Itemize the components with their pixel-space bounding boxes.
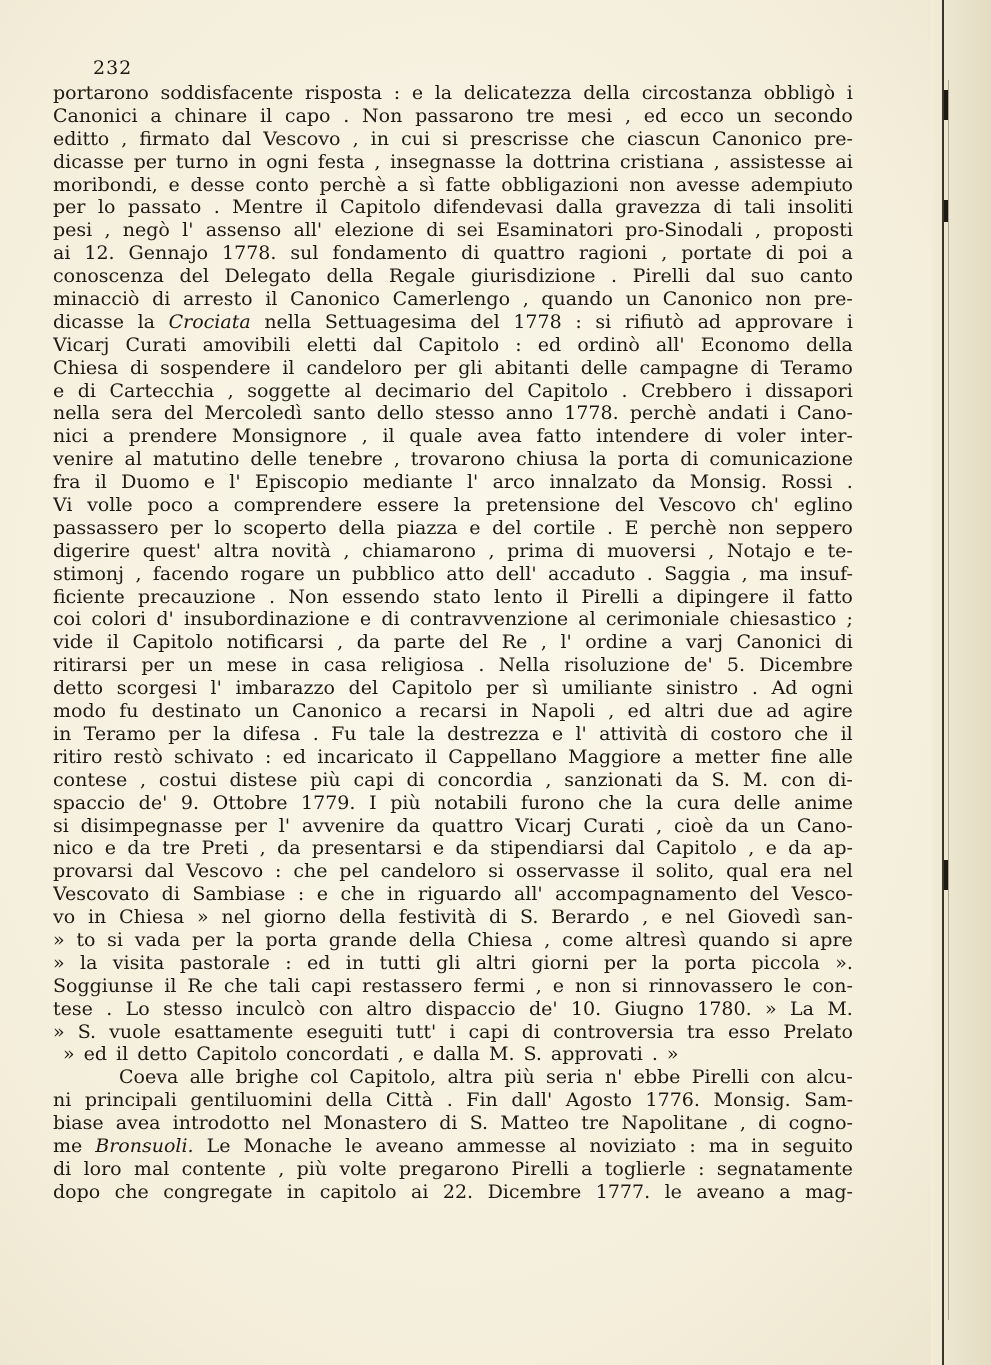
text-line: » la visita pastorale : ed in tutti gli altri giorni per la porta piccola ». [53, 951, 853, 974]
text-line: ficiente precauzione . Non essendo stato lento il Pirelli a dipingere il fatto [53, 585, 853, 608]
text-line: me Bronsuoli. Le Monache le aveano ammesse al noviziato : ma in seguito [53, 1134, 853, 1157]
text-line: coi colori d' insubordinazione e di contravvenzione al cerimoniale chiesastico ; [53, 608, 853, 631]
text-line: e di Cartecchia , soggette al decimario del Capitolo . Crebbero i dissapori [53, 379, 853, 402]
text-line: ritirarsi per un mese in casa religiosa . Nella risoluzione de' 5. Dicembre [53, 654, 853, 677]
binding-mark [944, 200, 948, 222]
text-line: portarono soddisfacente risposta : e la delicatezza della circostanza obbligò i [53, 82, 853, 104]
text-line: per lo passato . Mentre il Capitolo difendevasi dalla gravezza di tali insoliti [53, 196, 853, 219]
text-line: di loro mal contente , più volte pregarono Pirelli a toglierle : segnatamente [53, 1157, 853, 1180]
text-line: editto , firmato dal Vescovo , in cui si prescrisse che ciascun Canonico pre- [53, 127, 853, 150]
text-line: Canonici a chinare il capo . Non passarono tre mesi , ed ecco un secondo [53, 104, 853, 127]
text-line: » to si vada per la porta grande della Chiesa , come altresì quando si apre [53, 928, 853, 951]
text-line: nici a prendere Monsignore , il quale avea fatto intendere di voler inter- [53, 425, 853, 448]
body-text [53, 82, 853, 1204]
text-line: minacciò di arresto il Canonico Camerlengo , quando un Canonico non pre- [53, 288, 853, 311]
text-line: biase avea introdotto nel Monastero di S. Matteo tre Napolitane , di cogno- [53, 1112, 853, 1135]
text-line: Coeva alle brighe col Capitolo, altra più seria n' ebbe Pirelli con alcu- [119, 1066, 853, 1089]
binding-mark [944, 860, 948, 890]
text-line: nico e da tre Preti , da presentarsi e da stipendiarsi dal Capitolo , e da ap- [53, 837, 853, 860]
text-line: provarsi dal Vescovo : che pel candeloro si osservasse il solito, qual era nel [53, 860, 853, 883]
binding-edge-shadow [948, 80, 949, 1320]
text-line: vo in Chiesa » nel giorno della festività di S. Berardo , e nel Giovedì san- [53, 906, 853, 929]
text-line: moribondi, e desse conto perchè a sì fatte obbligazioni non avesse adempiuto [53, 173, 853, 196]
text-line: dopo che congregate in capitolo ai 22. Dicembre 1777. le aveano a mag- [53, 1180, 853, 1203]
binding-mark [944, 90, 948, 120]
text-line: vide il Capitolo notificarsi , da parte del Re , l' ordine a varj Canonici di [53, 631, 853, 654]
text-line: » ed il detto Capitolo concordati , e dalla M. S. approvati . » [63, 1043, 679, 1066]
text-line: si disimpegnasse per l' avvenire da quattro Vicarj Curati , cioè da un Cano- [53, 814, 853, 837]
binding-gutter [931, 0, 991, 1365]
text-line: dicasse la Crociata nella Settuagesima del 1778 : si rifiutò ad approvare i [53, 310, 853, 333]
page-number: 232 [93, 57, 133, 79]
text-line: » S. vuole esattamente eseguiti tutt' i capi di controversia tra esso Prelato [53, 1020, 853, 1043]
text-line: Vicarj Curati amovibili eletti dal Capitolo : ed ordinò all' Economo della [53, 333, 853, 356]
text-line: in Teramo per la difesa . Fu tale la destrezza e l' attività di costoro che il [53, 722, 853, 745]
text-line: spaccio de' 9. Ottobre 1779. I più notabili furono che la cura delle anime [53, 791, 853, 814]
text-line: modo fu destinato un Canonico a recarsi in Napoli , ed altri due ad agire [53, 700, 853, 723]
text-line: contese , costui distese più capi di concordia , sanzionati da S. M. con di- [53, 768, 853, 791]
text-line: passassero per lo scoperto della piazza e del cortile . E perchè non seppero [53, 516, 853, 539]
text-line: fra il Duomo e l' Episcopio mediante l' arco innalzato da Monsig. Rossi . [53, 471, 853, 494]
text-line: ai 12. Gennajo 1778. sul fondamento di quattro ragioni , portate di poi a [53, 242, 853, 265]
text-line: detto scorgesi l' imbarazzo del Capitolo per sì umiliante sinistro . Ad ogni [53, 677, 853, 700]
text-line: ritiro restò schivato : ed incaricato il Cappellano Maggiore a metter fine alle [53, 745, 853, 768]
text-line: nella sera del Mercoledì santo dello stesso anno 1778. perchè andati i Cano- [53, 402, 853, 425]
text-line: digerire quest' altra novità , chiamarono , prima di muoversi , Notajo e te- [53, 539, 853, 562]
text-line: Vescovato di Sambiase : e che in riguardo all' accompagnamento del Vesco- [53, 883, 853, 906]
text-line: Vi volle poco a comprendere essere la pretensione del Vescovo ch' eglino [53, 494, 853, 517]
text-line: dicasse per turno in ogni festa , insegnasse la dottrina cristiana , assistesse ai [53, 150, 853, 173]
text-line: venire al matutino delle tenebre , trovarono chiusa la porta di comunicazione [53, 448, 853, 471]
text-line: tese . Lo stesso inculcò con altro dispaccio de' 10. Giugno 1780. » La M. [53, 997, 853, 1020]
text-line: pesi , negò l' assenso all' elezione di sei Esaminatori pro-Sinodali , proposti [53, 219, 853, 242]
text-line: ni principali gentiluomini della Città . Fin dall' Agosto 1776. Monsig. Sam- [53, 1089, 853, 1112]
text-line: conoscenza del Delegato della Regale giurisdizione . Pirelli dal suo canto [53, 265, 853, 288]
text-line: Chiesa di sospendere il candeloro per gli abitanti delle campagne di Teramo [53, 356, 853, 379]
text-line: Soggiunse il Re che tali capi restassero fermi , e non si rinnovassero le con- [53, 974, 853, 997]
text-line: stimonj , facendo rogare un pubblico atto dell' accaduto . Saggia , ma insuf- [53, 562, 853, 585]
